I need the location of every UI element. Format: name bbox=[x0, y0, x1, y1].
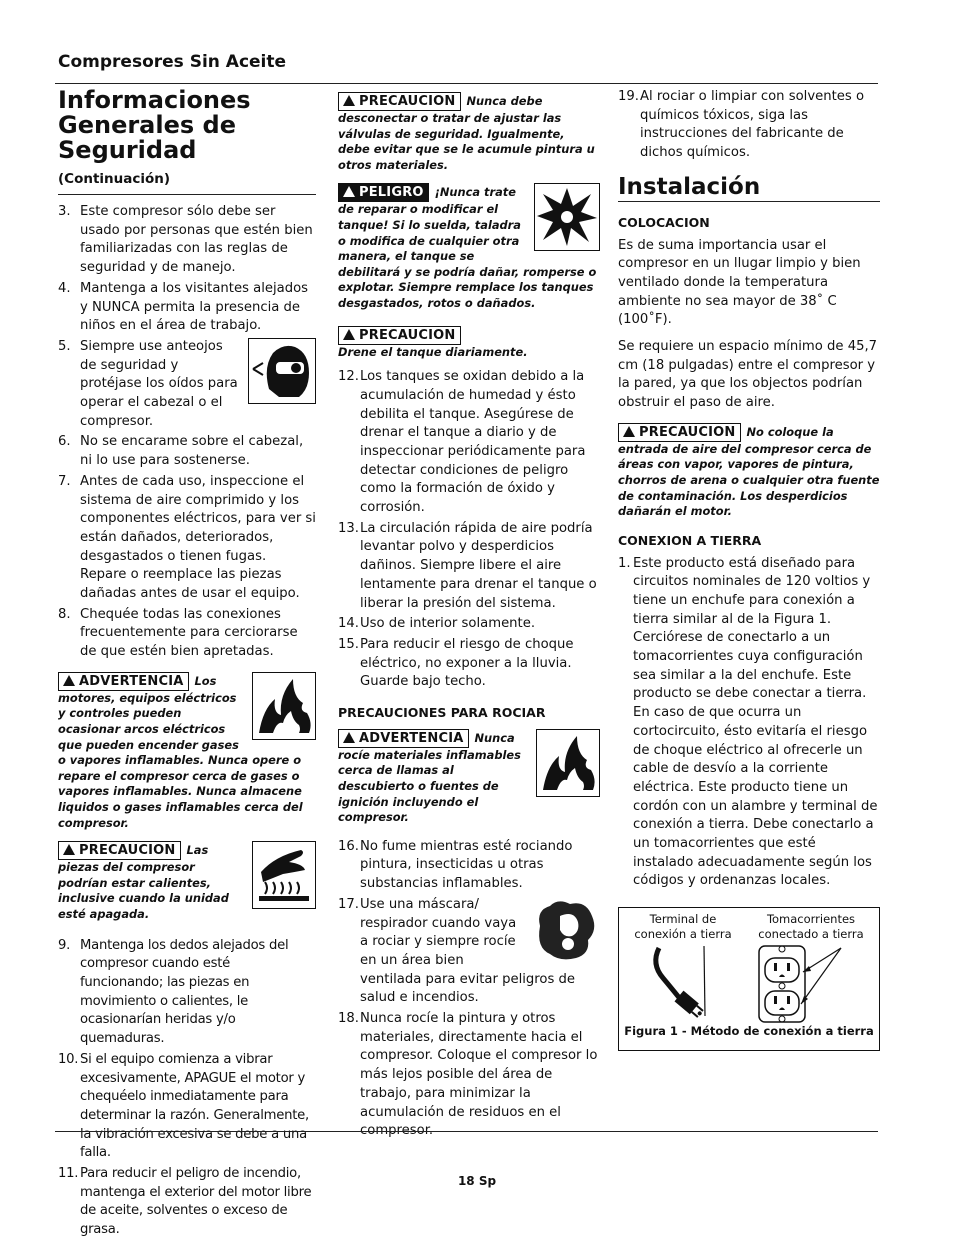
hot-surface-hand-icon bbox=[252, 841, 316, 909]
warning-triangle-icon bbox=[343, 95, 355, 106]
explosion-icon bbox=[534, 183, 600, 251]
list-item: 5. Siempre use anteojos de seguridad y protéjase los oídos para operar el cabezal o el compresor. bbox=[58, 338, 316, 432]
warning-triangle-icon bbox=[343, 732, 355, 743]
bottom-rule bbox=[55, 1131, 878, 1132]
warning-block: PRECAUCION Drene el tanque diariamente. bbox=[338, 327, 528, 359]
figure-caption: Figura 1 - Método de conexión a tierra bbox=[624, 1024, 874, 1039]
list-item: 15. Para reducir el riesgo de choque eléctrico, no exponer a la lluvia. Guarde bajo techo. bbox=[338, 636, 574, 690]
figure-1 bbox=[618, 907, 880, 1051]
section-title-installation: Instalación bbox=[618, 173, 880, 202]
list-item: 8. Chequée todas las conexiones frecuentemente para cerciorarse de que estén bien apretadas. bbox=[58, 606, 298, 660]
warning-block: PRECAUCION No coloque la entrada de aire del compresor cerca de áreas con vapor, vapores de pintura, chorros de arena o cualquier otra fuente de contaminación. Los desperdicios dañarán el motor. bbox=[618, 424, 880, 519]
list-item: 4. Mantenga a los visitantes alejados y NUNCA permita la presencia de niños en el área de trabajo. bbox=[58, 280, 309, 334]
location-paragraph-1: Es de suma importancia usar el compresor en un llugar limpio y bien ventilado donde la temperatura ambiente no sea mayor de 38˚ C (100˚F). bbox=[618, 237, 861, 328]
list-item: 17. Use una máscara/ respirador cuando vaya a rociar y siempre rocíe en un área bien ventilada para evitar peligros de salud e incendios. bbox=[338, 896, 600, 1008]
spray-list-continued bbox=[618, 88, 880, 163]
precaucion-badge: PRECAUCION bbox=[58, 841, 181, 860]
figure-label-ground-terminal: Terminal de conexión a tierra bbox=[634, 912, 732, 942]
list-item: 19. Al rociar o limpiar con solventes o químicos tóxicos, siga las instrucciones del fabricante de dichos químicos. bbox=[618, 89, 865, 161]
list-item: 6. No se encarame sobre el cabezal, ni lo use para sostenerse. bbox=[58, 434, 304, 469]
spray-list bbox=[338, 838, 600, 1141]
grounding-list bbox=[618, 555, 880, 892]
running-header: Compresores Sin Aceite bbox=[58, 52, 287, 72]
list-item: 1. Este producto está diseñado para circuitos nominales de 120 voltios y tiene un enchufe para conexión a tierra similar al de la Figura 1. Cerciórese de conectarlo a un tomacorrientes cuya configuración sea similar a la del enchufe. Este producto se debe conectar a tierra. En caso de que ocurra un cortocircuito, ésto evitaría el riesgo de choque eléctrico al ofrecerle un cable de desvío a la corriente eléctrica. Este producto tiene un cordón con un alambre y terminal de conexión a tierra. Debe conectarlo a un tomacorrientes que esté instalado adecuadamente según los códigos y ordenanzas locales. bbox=[618, 555, 878, 889]
column-3 bbox=[618, 88, 880, 1051]
outlet-pointer bbox=[801, 948, 841, 1004]
respirator-icon bbox=[530, 896, 600, 964]
location-subheading: COLOCACION bbox=[618, 214, 710, 230]
advertencia-badge: ADVERTENCIA bbox=[58, 672, 189, 691]
warning-block: ADVERTENCIA Los motores, equipos eléctricos y controles pueden ocasionar arcos eléctricos que pueden encender gases o vapores inflamables. Nunca opere o repare el compresor cerca de gases o vapores inflamables. Nunca almacene liquidos o gases inflamables cerca del compresor. bbox=[58, 672, 316, 831]
goggles-earmuffs-icon bbox=[248, 338, 316, 404]
warning-triangle-icon bbox=[63, 675, 75, 686]
advertencia-badge: ADVERTENCIA bbox=[338, 729, 469, 748]
warning-triangle-icon bbox=[343, 329, 355, 340]
precaucion-badge: PRECAUCION bbox=[338, 326, 461, 345]
outlet-icon bbox=[759, 946, 805, 1022]
power-cord bbox=[656, 948, 681, 1000]
list-item: 14. Uso de interior solamente. bbox=[338, 616, 536, 632]
warning-block: PELIGRO ¡Nunca trate de reparar o modificar el tanque! Si lo suelda, taladra o modifica de cualquier otra manera, el tanque se debilitará y se podría dañar, romperse o explotar. Siempre remplace los tanques desgastados, rotos o dañados. bbox=[338, 183, 600, 311]
list-item: 3. Este compresor sólo debe ser usado por personas que estén bien familiarizadas con las reglas de seguridad y de manejo. bbox=[58, 204, 313, 276]
list-item: 11. Para reducir el peligro de incendio, mantenga el exterior del motor libre de aceite, solventes o exceso de grasa. bbox=[58, 1166, 312, 1238]
warning-triangle-icon bbox=[343, 186, 355, 197]
precaucion-badge: PRECAUCION bbox=[338, 92, 461, 111]
list-item: 18. Nunca rocíe la pintura y otros materiales, directamente hacia el compresor. Coloque el compresor lo más lejos posible del área de trabajo, para minimizar la acumulación de residuos en el compresor. bbox=[338, 1011, 598, 1139]
list-item: 9. Mantenga los dedos alejados del compresor cuando esté funcionando; las piezas en movimiento o calientes, le ocasionarían heridas y/o quemaduras. bbox=[58, 937, 289, 1047]
warning-block: ADVERTENCIA Nunca rocíe materiales inflamables cerca de llamas al descubierto o fuentes de ignición incluyendo el compresor. bbox=[338, 729, 600, 826]
safety-list-a bbox=[58, 203, 316, 662]
warning-triangle-icon bbox=[63, 844, 75, 855]
location-paragraph-2: Se requiere un espacio mínimo de 45,7 cm (18 pulgadas) entre el compresor y la pared, ya que los objectos podrían obstruir el paso de aire. bbox=[618, 339, 878, 411]
column-2 bbox=[338, 88, 600, 1143]
terminal-pointer bbox=[704, 946, 705, 1016]
safety-list-b bbox=[58, 937, 316, 1240]
list-item: 10. Si el equipo comienza a vibrar excesivamente, APAGUE el motor y chequéelo inmediatamente para determinar la razón. Generalmente, la vibración excesiva se debe a una falla. bbox=[58, 1051, 309, 1161]
list-item: 16. No fume mientras esté rociando pintura, insecticidas u otras substancias inflamables. bbox=[338, 838, 573, 892]
warning-block: PRECAUCION Nunca debe desconectar o tratar de ajustar las válvulas de seguridad. Igualmente, debe evitar que se le acumule pintura u otros materiales. bbox=[338, 94, 595, 172]
list-item: 7. Antes de cada uso, inspeccione el sistema de aire comprimido y los componentes eléctricos, para ver si están dañados, deteriorados, desgastados o tienen fugas. Repare o reemplace las piezas dañadas antes de usar el equipo. bbox=[58, 473, 316, 602]
precaucion-badge: PRECAUCION bbox=[618, 423, 741, 442]
grounding-subheading: CONEXION A TIERRA bbox=[618, 532, 762, 548]
warning-triangle-icon bbox=[623, 426, 635, 437]
grounding-diagram bbox=[619, 944, 879, 1024]
tank-list bbox=[338, 368, 600, 692]
title-continuation: (Continuación) bbox=[58, 171, 171, 187]
warning-block: PRECAUCION Las piezas del compresor podrían estar calientes, inclusive cuando la unidad esté apagada. bbox=[58, 841, 316, 922]
fire-icon bbox=[536, 729, 600, 797]
list-item: 13. La circulación rápida de aire podría levantar polvo y desperdicios dañinos. Siempre libere el aire lentamente para drenar el tanque o liberar la presión del sistema. bbox=[338, 520, 597, 611]
top-rule bbox=[55, 83, 878, 84]
spray-subheading: PRECAUCIONES PARA ROCIAR bbox=[338, 705, 546, 721]
column-1 bbox=[58, 88, 316, 1242]
section-title-safety: Informaciones Generales de Seguridad (Continuación) bbox=[58, 88, 316, 195]
page-number: 18 Sp bbox=[457, 1174, 497, 1188]
list-item: 12. Los tanques se oxidan debido a la acumulación de humedad y ésto debilita el tanque. Asegúrese de drenar el tanque a diario y de inspeccionar periódicamente para detectar condiciones de peligro como la formación de óxido y corrosión. bbox=[338, 369, 586, 516]
peligro-badge: PELIGRO bbox=[338, 183, 429, 202]
figure-label-grounded-outlet: Tomacorrientes conectado a tierra bbox=[758, 912, 864, 942]
fire-icon bbox=[252, 672, 316, 740]
